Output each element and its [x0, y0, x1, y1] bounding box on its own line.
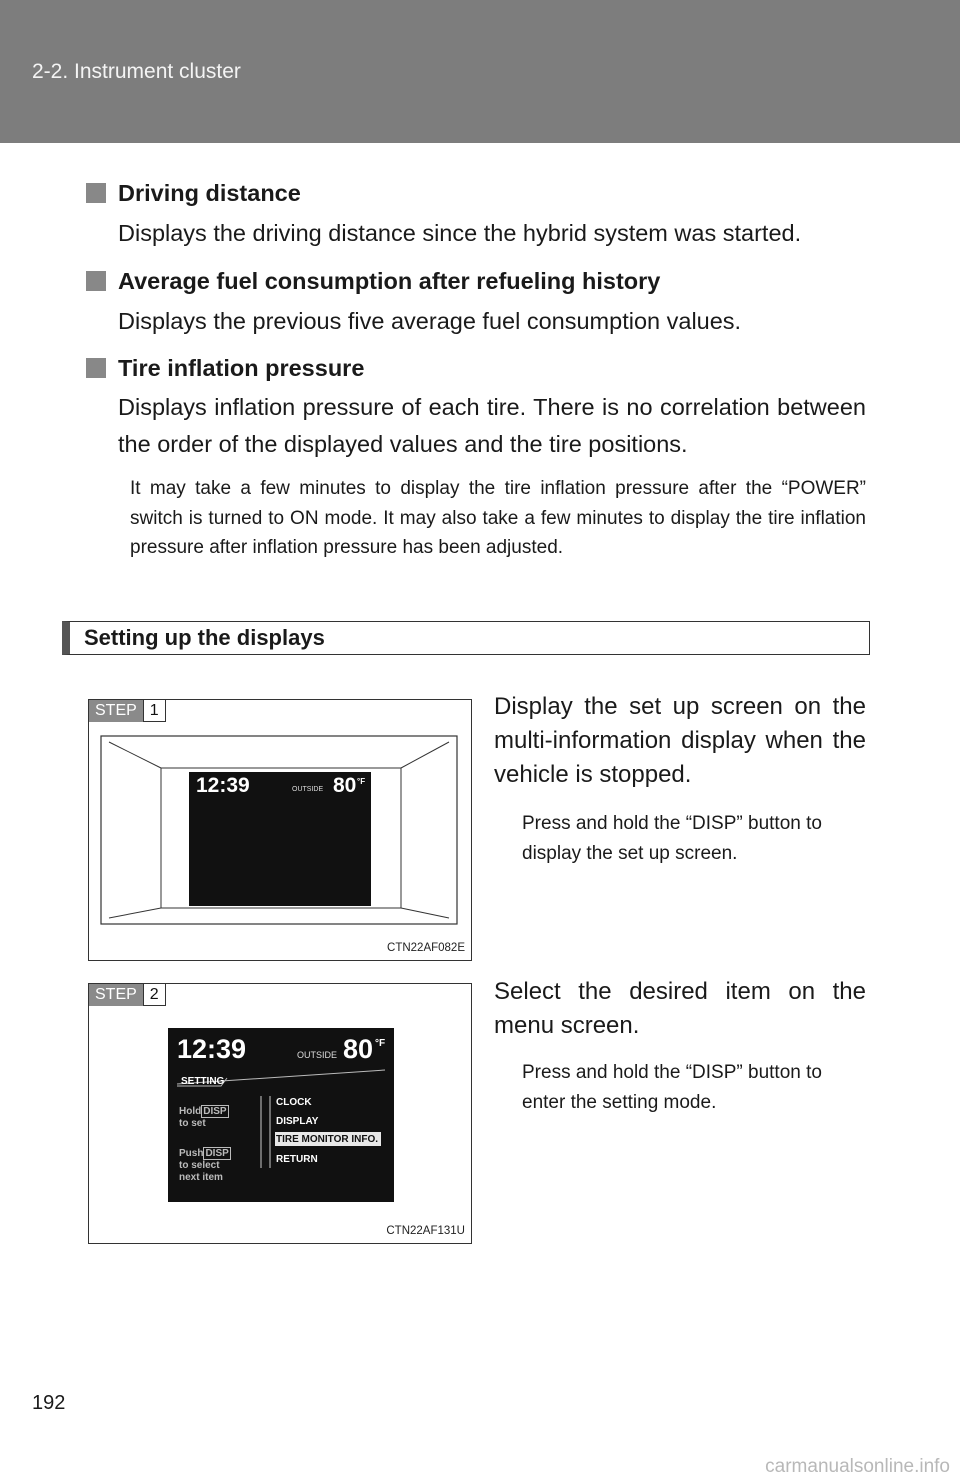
item-title: Tire inflation pressure: [118, 355, 365, 381]
menu-item-clock: CLOCK: [276, 1097, 312, 1108]
section-breadcrumb: 2-2. Instrument cluster: [32, 60, 241, 83]
step-label: STEP: [89, 984, 143, 1006]
hold-label: Hold: [179, 1106, 202, 1117]
menu-item-display: DISPLAY: [276, 1116, 319, 1127]
item-description: Displays the previous five average fuel consumption values.: [118, 308, 742, 334]
step-label: STEP: [89, 700, 143, 722]
square-bullet-icon: [86, 358, 106, 378]
item-heading-tire-pressure: [86, 355, 364, 382]
item-title: Average fuel consumption after refueling history: [118, 268, 661, 294]
step2-note: Press and hold the “DISP” button to enter the setting mode.: [522, 1062, 822, 1113]
square-bullet-icon: [86, 183, 106, 203]
disp-button-icon: DISP: [203, 1106, 227, 1117]
push-action: to select: [179, 1160, 220, 1171]
temperature-value: 80: [343, 1034, 374, 1064]
page-number: 192: [32, 1392, 66, 1414]
step-number: 1: [143, 700, 166, 722]
item-description: Displays inflation pressure of each tire. There is no correlation between the order of the displayed values and the tire positions.: [118, 394, 866, 457]
setting-screen-drawing: [89, 984, 473, 1245]
item-title: Driving distance: [118, 180, 301, 206]
square-bullet-icon: [86, 271, 106, 291]
temperature-unit: °F: [357, 777, 366, 786]
step2-text: Select the desired item on the menu screen.: [494, 978, 866, 1039]
step1-figure: [88, 699, 472, 961]
tire-pressure-note: It may take a few minutes to display the tire inflation pressure after the “POWER” switch is turned to ON mode. It may also take a few minutes to display the tire inflation pressure after inflation pressure has been adjusted.: [130, 478, 866, 558]
item-heading-driving-distance: [86, 180, 301, 207]
figure-code: CTN22AF082E: [387, 942, 465, 954]
push-action: next item: [179, 1172, 223, 1183]
display-housing-drawing: [89, 700, 473, 962]
figure-code: CTN22AF131U: [386, 1225, 465, 1237]
section-heading-bar: [62, 621, 870, 655]
menu-item-tire-monitor-selected: TIRE MONITOR INFO.: [276, 1134, 379, 1145]
temperature-value: 80: [333, 774, 357, 797]
section-title: Setting up the displays: [84, 625, 325, 650]
item-description: Displays the driving distance since the hybrid system was started.: [118, 220, 802, 246]
step-number: 2: [143, 984, 166, 1006]
item-heading-fuel-history: [86, 268, 660, 295]
watermark: carmanualsonline.info: [765, 1456, 950, 1477]
step2-figure: [88, 983, 472, 1244]
step1-note: Press and hold the “DISP” button to display the set up screen.: [522, 813, 822, 864]
menu-item-return: RETURN: [276, 1154, 318, 1165]
outside-label: OUTSIDE: [297, 1050, 338, 1060]
setting-menu-title: SETTING: [181, 1076, 225, 1087]
disp-button-icon: DISP: [205, 1148, 229, 1159]
outside-label: OUTSIDE: [292, 786, 324, 793]
page-header: [0, 0, 960, 143]
temperature-unit: °F: [375, 1038, 386, 1049]
hold-action: to set: [179, 1118, 206, 1129]
clock-readout: 12:39: [177, 1034, 247, 1064]
step1-text: Display the set up screen on the multi-information display when the vehicle is stopped.: [494, 693, 866, 788]
push-hint: [179, 1148, 231, 1184]
clock-readout: 12:39: [196, 774, 250, 797]
push-label: Push: [179, 1148, 204, 1159]
hold-hint: [179, 1106, 229, 1130]
